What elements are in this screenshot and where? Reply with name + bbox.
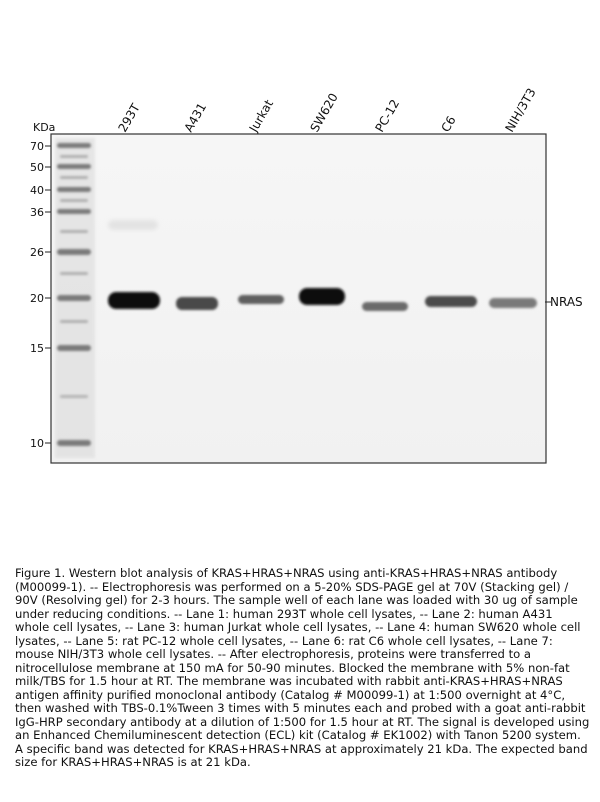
marker-label-15: 15 [30,342,44,355]
marker-label-10: 10 [30,437,44,450]
band-293t [108,292,160,309]
marker-label-70: 70 [30,140,44,153]
band-a431 [176,297,218,310]
marker-label-40: 40 [30,184,44,197]
band-pc12 [362,302,408,311]
lane-label-pc12: PC-12 [372,96,403,135]
lane-label-c6: C6 [438,113,459,135]
lane-label-sw620: SW620 [307,90,341,135]
figure-caption: Figure 1. Western blot analysis of KRAS+HRAS+NRAS using anti-KRAS+HRAS+NRAS antibody (M00099-1). -- Electrophoresis was performed on a 5-20% SDS-PAGE gel at 70V (Stacking gel) / 90V (Resolving gel) for 2-3 hours. The sample well of each lane was loaded with 30 ug of sample under reducing conditions. -- Lane 1: human 293T whole cell lysates, -- Lane 2: human A431 whole cell lysates, -- Lane 3: human Jurkat whole cell lysates, -- Lane 4: human SW620 whole cell lysates, -- Lane 5: rat PC-12 whole cell lysates, -- Lane 6: rat C6 whole cell lysates, -- Lane 7: mouse NIH/3T3 whole cell lysates. -- After electrophoresis, proteins were transferred to a nitrocellulose membrane at 150 mA for 50-90 minutes. Blocked the membrane with 5% non-fat milk/TBS for 1.5 hour at RT. The membrane was incubated with rabbit anti-KRAS+HRAS+NRAS antigen affinity purified monoclonal antibody (Catalog # M00099-1) at 1:500 overnight at 4°C, then washed with TBS-0.1%Tween 3 times with 5 minutes each and probed with a goat anti-rabbit IgG-HRP secondary antibody at a dilution of 1:500 for 1.5 hour at RT. The signal is developed using an Enhanced Chemiluminescent detection (ECL) kit (Catalog # EK1002) with Tanon 5200 system. A specific band was detected for KRAS+HRAS+NRAS at approximately 21 kDa. The expected band size for KRAS+HRAS+NRAS is at 21 kDa. [15,566,590,769]
ladder-band-10 [57,440,91,446]
band-jurkat [238,295,284,304]
marker-label-26: 26 [30,246,44,259]
ladder-band-15 [57,345,91,351]
lane-label-jurkat: Jurkat [246,97,277,135]
lane-label-a431: A431 [181,100,210,135]
marker-scale [30,140,51,450]
lane-label-293t: 293T [115,101,143,135]
ladder-band-40 [57,187,91,192]
band-label-nras: NRAS [550,295,583,309]
band-c6 [425,296,477,307]
blot-membrane [51,134,546,463]
marker-label-20: 20 [30,292,44,305]
marker-label-50: 50 [30,161,44,174]
ladder-band-36 [57,209,91,214]
kda-label: KDa [33,121,56,134]
ladder-band-20 [57,295,91,301]
band-nih3t3 [489,298,537,308]
lane-labels [115,86,538,136]
band-sw620 [299,288,345,305]
ladder-band-70 [57,143,91,148]
ladder-band-26 [57,249,91,255]
lane-label-nih3t3: NIH/3T3 [502,85,539,135]
marker-label-36: 36 [30,206,44,219]
ladder-band-50 [57,164,91,169]
